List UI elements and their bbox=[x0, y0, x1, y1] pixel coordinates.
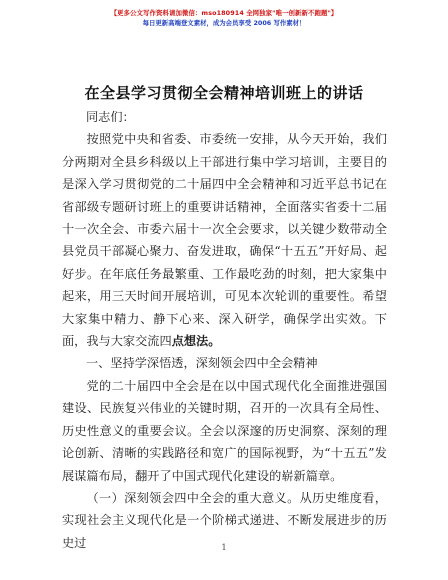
paragraph-1 bbox=[62, 128, 387, 352]
paragraph-3: （一）深刻领会四中全会的重大意义。从历史维度看，实现社会主义现代化是一个阶梯式递进、不断发展进步的历史过 bbox=[62, 490, 387, 550]
section-heading-1: 一、坚持学深悟透，深刻领会四中全会精神 bbox=[86, 356, 318, 371]
promo-banner-line-1: 【更多公文写作资料请加微信：mso180914 全网独家"唯一创新新不跑题"】 bbox=[110, 9, 338, 17]
promo-banner bbox=[0, 8, 448, 28]
document-title: 在全县学习贯彻全会精神培训班上的讲话 bbox=[84, 84, 364, 102]
page-number: 1 bbox=[221, 543, 227, 552]
salutation: 同志们： bbox=[86, 110, 135, 124]
document-body bbox=[62, 106, 387, 554]
paragraph-2: 党的二十届四中全会是在以中国式现代化全面推进强国建设、民族复兴伟业的关键时期，召开的一次具有全局性、历史性意义的重要会议。全会以深邃的历史洞察、深刻的理论创新、清晰的实践路径和宽广的国际视野，为“十五五”发展谋篇布局，翻开了中国式现代化建设的崭新篇章。 bbox=[62, 378, 387, 483]
promo-banner-line-2: 每日更新高端登文素材，成为会员享受 2006 写作素材！ bbox=[142, 19, 306, 27]
paragraph-1-bold-text: 点想法。 bbox=[171, 334, 221, 349]
paragraph-1-text: 按照党中央和省委、市委统一安排，从今天开始，我们分两期对全县乡科级以上干部进行集中学习培训，主要目的是深入学习贯彻党的二十届四中全会精神和习近平总书记在省部级专题研讨班上的重要讲话精神，全面落实省委十二届十一次全会、市委六届十一次全会要求，以关键少数带动全县党员干部凝心聚力、奋发进取，确保“十五五”开好局、起好步。在年底任务最繁重、工作最吃劲的时刻，把大家集中起来，用三天时间开展培训，可见本次轮训的重要性。希望大家集中精力、静下心来、深入研学，确保学出实效。下面，我与大家交流四 bbox=[62, 132, 387, 349]
